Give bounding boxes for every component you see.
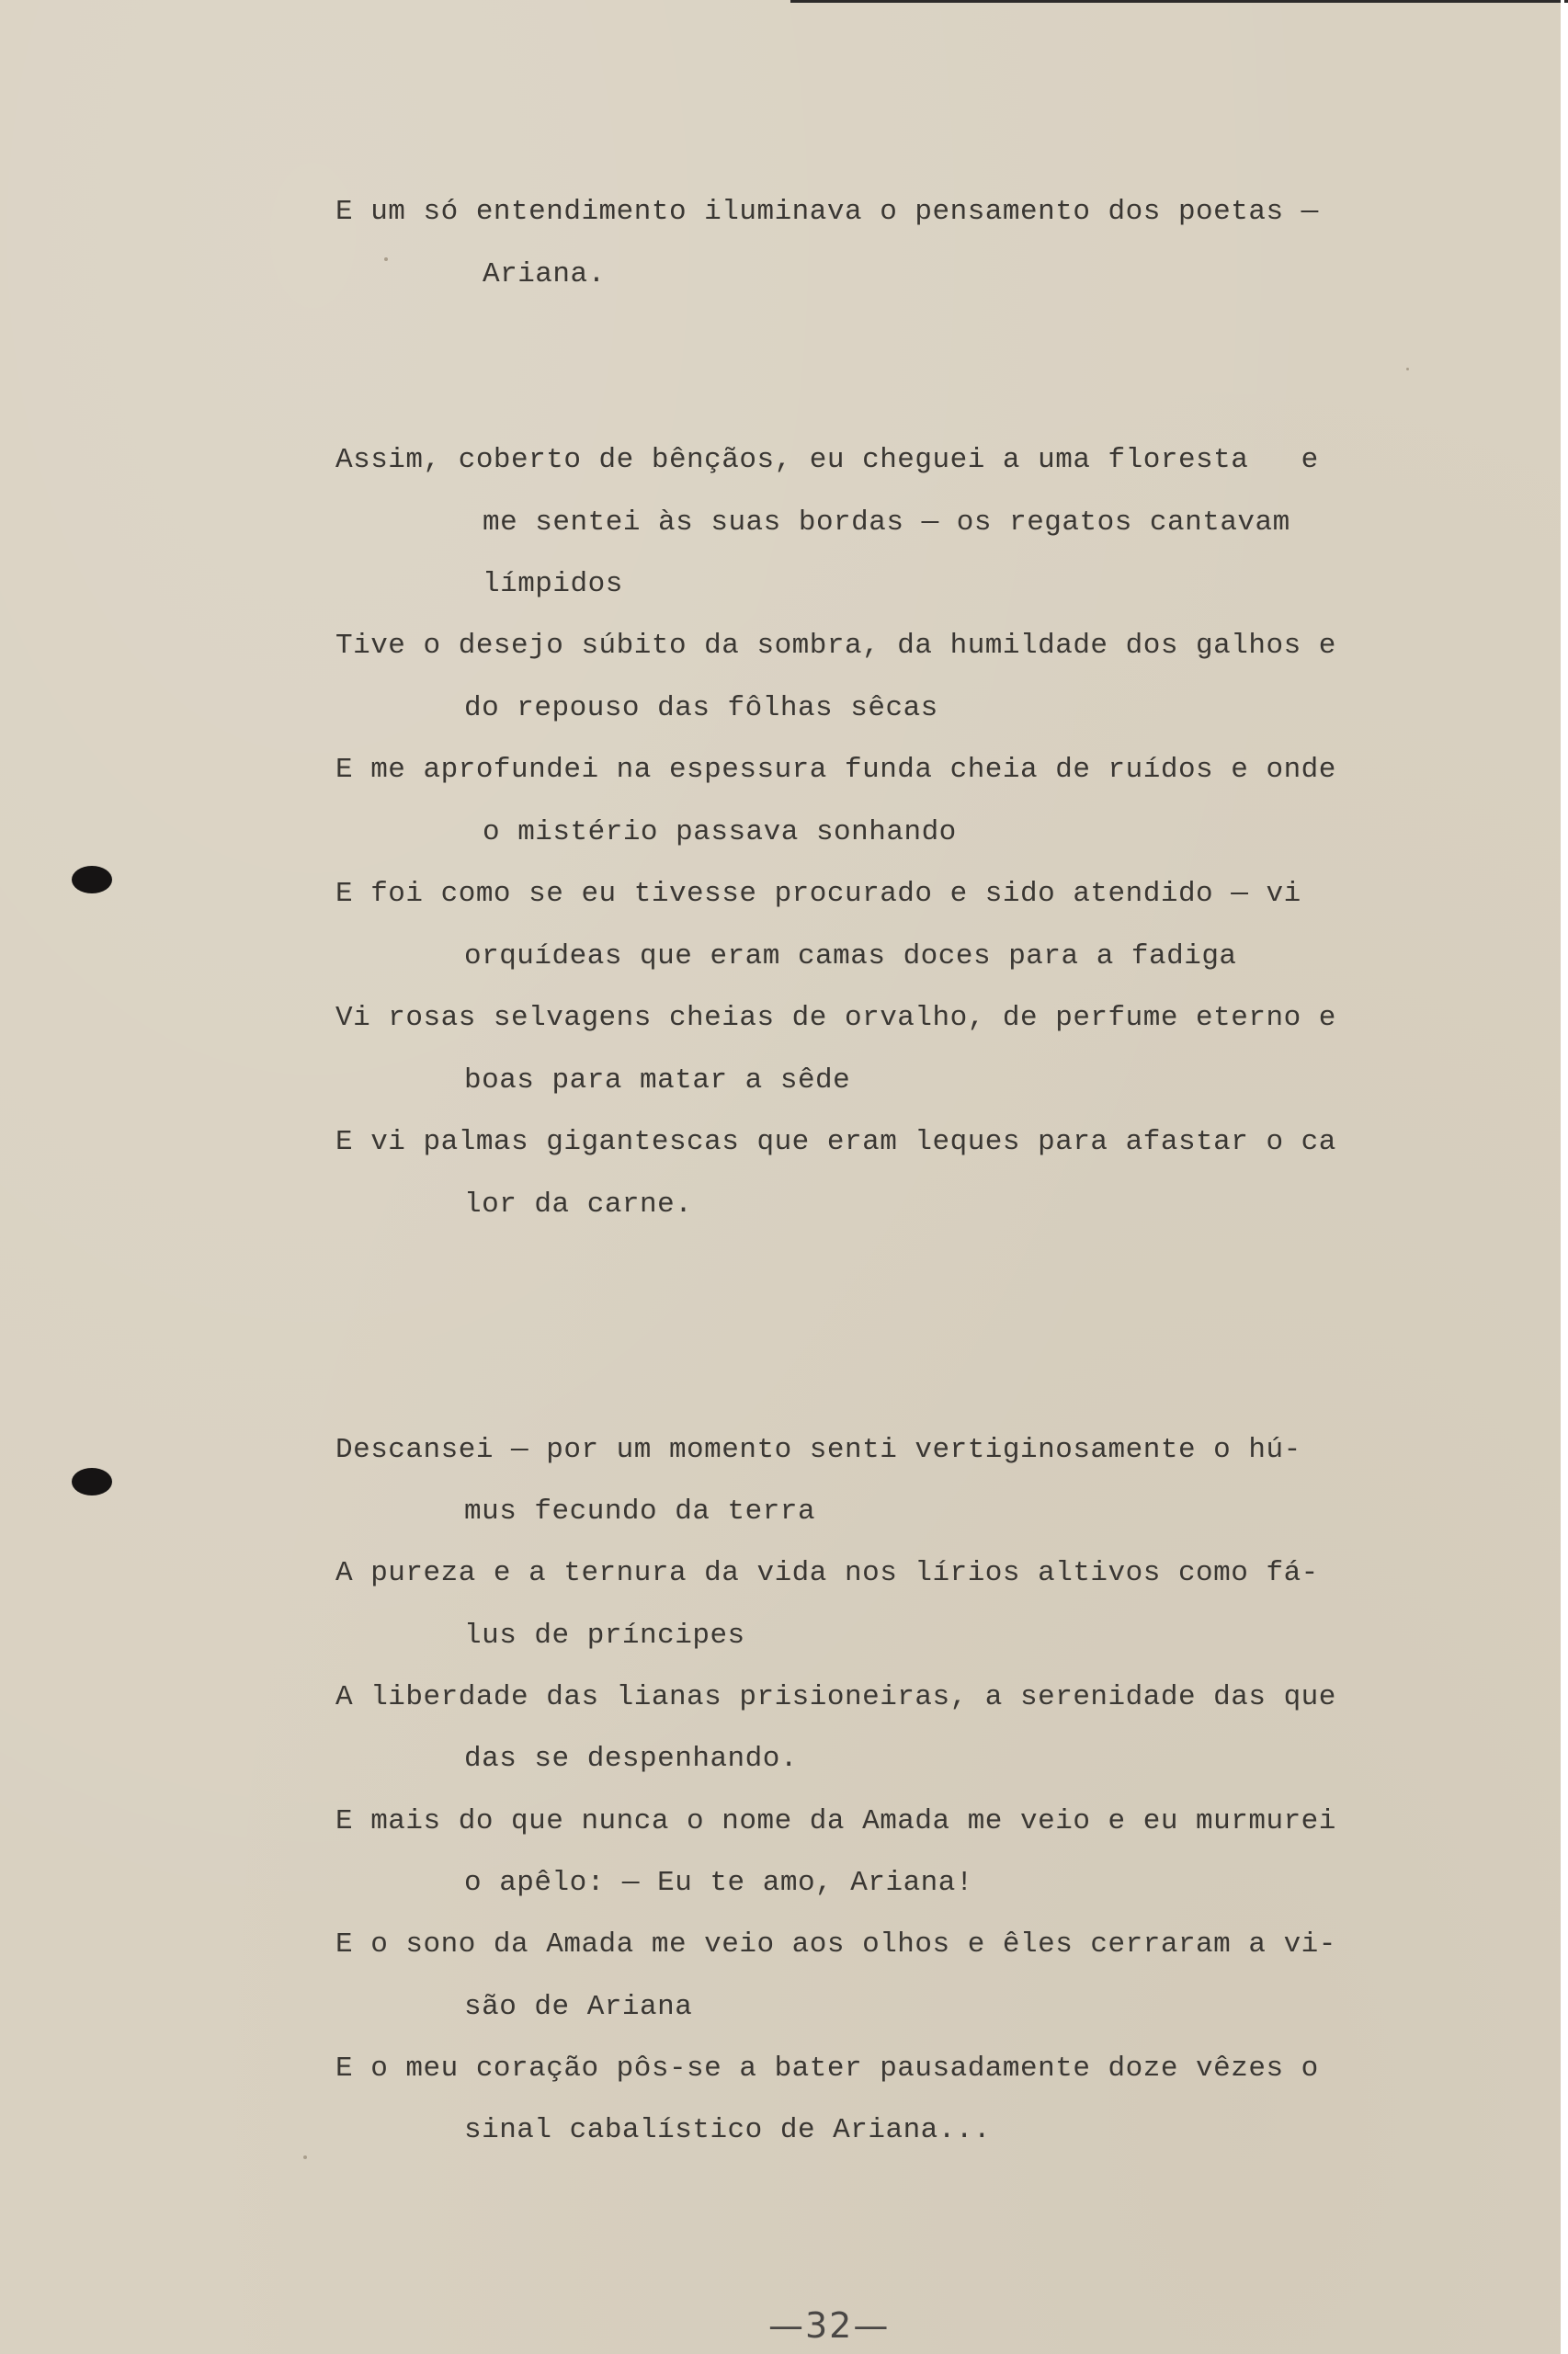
text-line: o mistério passava sonhando [483, 816, 957, 848]
punch-hole [72, 1468, 112, 1495]
text-line: Descansei — por um momento senti vertiginosamente o hú- [335, 1434, 1301, 1466]
text-line: me sentei às suas bordas — os regatos cantavam [483, 506, 1290, 539]
text-line: o apêlo: — Eu te amo, Ariana! [464, 1867, 973, 1899]
text-line: orquídeas que eram camas doces para a fadiga [464, 940, 1237, 972]
text-line: Tive o desejo súbito da sombra, da humildade dos galhos e [335, 630, 1336, 662]
text-line: são de Ariana [464, 1991, 693, 2023]
paper-speck [1406, 368, 1409, 370]
text-line: sinal cabalístico de Ariana... [464, 2114, 992, 2146]
paper-speck [384, 257, 388, 261]
text-line: do repouso das fôlhas sêcas [464, 692, 938, 724]
page-number: —32— [768, 2305, 891, 2346]
text-line: Assim, coberto de bênçãos, eu cheguei a uma floresta e [335, 444, 1319, 476]
text-line: A liberdade das lianas prisioneiras, a serenidade das que [335, 1681, 1336, 1713]
text-line: das se despenhando. [464, 1743, 798, 1775]
text-line: límpidos [483, 568, 623, 600]
page-right-edge [1561, 0, 1564, 2354]
page-top-edge [790, 0, 1568, 3]
text-line: E foi como se eu tivesse procurado e sido atendido — vi [335, 878, 1301, 910]
text-line: mus fecundo da terra [464, 1495, 816, 1528]
text-line: E o meu coração pôs-se a bater pausadamente doze vêzes o [335, 2053, 1319, 2085]
text-line: Ariana. [483, 258, 606, 290]
text-line: Vi rosas selvagens cheias de orvalho, de perfume eterno e [335, 1002, 1336, 1034]
punch-hole [72, 866, 112, 893]
text-line: E me aprofundei na espessura funda cheia de ruídos e onde [335, 754, 1336, 786]
text-line: boas para matar a sêde [464, 1064, 851, 1097]
text-line: A pureza e a ternura da vida nos lírios altivos como fá- [335, 1557, 1319, 1589]
text-line: E o sono da Amada me veio aos olhos e êles cerraram a vi- [335, 1928, 1336, 1961]
paper-speck [303, 2155, 307, 2159]
text-line: E vi palmas gigantescas que eram leques para afastar o ca [335, 1126, 1336, 1158]
text-line: E um só entendimento iluminava o pensamento dos poetas — [335, 196, 1319, 228]
text-line: lor da carne. [464, 1188, 693, 1221]
text-line: E mais do que nunca o nome da Amada me veio e eu murmurei [335, 1805, 1336, 1837]
text-line: lus de príncipes [464, 1620, 745, 1652]
